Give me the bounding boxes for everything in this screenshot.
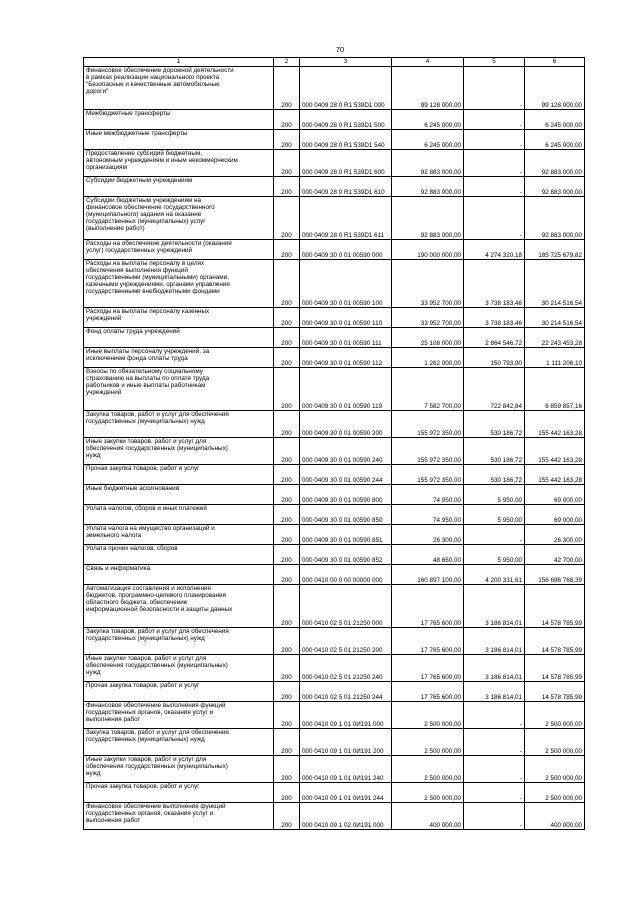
expense-name-cell bbox=[84, 260, 274, 308]
classification-code-cell: 000 0410 09 1 02 0И191 000 bbox=[300, 803, 392, 830]
executed-amount-cell: - bbox=[464, 729, 525, 756]
expense-name-cell bbox=[84, 240, 274, 260]
expense-name-line: Автоматизация составления и исполнения bbox=[86, 585, 211, 592]
expense-name-line: Прочая закупка товаров, работ и услуг bbox=[86, 465, 200, 472]
classification-code-cell: 000 0409 28 0 R1 539D1 600 bbox=[300, 150, 392, 177]
executed-amount-cell: 5 950,00 bbox=[464, 485, 525, 505]
approved-amount-cell: 99 128 000,00 bbox=[392, 67, 464, 110]
budget-execution-table bbox=[83, 57, 585, 830]
admin-code-cell: 200 bbox=[274, 348, 300, 368]
remaining-amount-cell: 14 578 785,99 bbox=[525, 682, 585, 702]
column-number-row bbox=[84, 58, 585, 67]
executed-amount-cell: 3 738 183,46 bbox=[464, 308, 525, 328]
admin-code-cell: 200 bbox=[274, 110, 300, 130]
executed-amount-cell: - bbox=[464, 756, 525, 783]
column-number: 1 bbox=[84, 58, 274, 67]
approved-amount-cell: 74 950,00 bbox=[392, 485, 464, 505]
expense-name-line: обеспечения государственных (муниципальных) bbox=[86, 763, 228, 771]
expense-name-line: информационной безопасности и защиты данных bbox=[86, 606, 233, 614]
expense-name-line: выполнения работ bbox=[86, 817, 141, 825]
expense-name-cell bbox=[84, 177, 274, 197]
remaining-amount-cell: 6 859 857,16 bbox=[525, 368, 585, 411]
table-row bbox=[84, 702, 585, 729]
expense-name-line: Связь и информатика bbox=[86, 565, 151, 572]
expense-name-line: дороги" bbox=[86, 88, 109, 96]
table-row bbox=[84, 110, 585, 130]
executed-amount-cell: 3 738 183,46 bbox=[464, 260, 525, 308]
expense-name-line: Закупка товаров, работ и услуг для обеспечения bbox=[86, 729, 229, 736]
admin-code-cell: 200 bbox=[274, 525, 300, 545]
admin-code-cell: 200 bbox=[274, 308, 300, 328]
table-row bbox=[84, 177, 585, 197]
approved-amount-cell: 92 883 000,00 bbox=[392, 150, 464, 177]
executed-amount-cell: - bbox=[464, 197, 525, 240]
classification-code-cell: 000 0410 09 1 01 0И191 000 bbox=[300, 702, 392, 729]
expense-name-cell bbox=[84, 465, 274, 485]
classification-code-cell: 000 0410 02 5 01 21250 000 bbox=[300, 585, 392, 628]
admin-code-cell: 200 bbox=[274, 150, 300, 177]
expense-name-cell bbox=[84, 729, 274, 756]
expense-name-line: Иные закупки товаров, работ и услуг для bbox=[86, 756, 207, 763]
expense-name-line: "Безопасные и качественные автомобильные bbox=[86, 81, 220, 89]
classification-code-cell: 000 0409 30 0 01 00590 111 bbox=[300, 328, 392, 348]
approved-amount-cell: 6 245 000,00 bbox=[392, 110, 464, 130]
approved-amount-cell: 33 952 700,00 bbox=[392, 308, 464, 328]
executed-amount-cell: - bbox=[464, 67, 525, 110]
table-row bbox=[84, 465, 585, 485]
expense-name-line: Расходы на обеспечение деятельности (оказание bbox=[86, 240, 232, 247]
executed-amount-cell: 530 186,72 bbox=[464, 465, 525, 485]
classification-code-cell: 000 0409 30 0 01 00590 851 bbox=[300, 525, 392, 545]
remaining-amount-cell: 155 442 163,28 bbox=[525, 465, 585, 485]
executed-amount-cell: - bbox=[464, 110, 525, 130]
expense-name-line: нужд bbox=[86, 770, 101, 778]
table-row bbox=[84, 565, 585, 585]
remaining-amount-cell: 2 500 000,00 bbox=[525, 729, 585, 756]
expense-name-line: Расходы на выплаты персоналу казенных bbox=[86, 308, 210, 315]
expense-name-line: Субсидии бюджетным учреждениям bbox=[86, 177, 193, 184]
expense-name-line: Иные межбюджетные трансферты bbox=[86, 130, 188, 137]
remaining-amount-cell: 30 214 516,54 bbox=[525, 260, 585, 308]
remaining-amount-cell: 42 700,00 bbox=[525, 545, 585, 565]
expense-name-line: обеспечения государственных (муниципальных) bbox=[86, 662, 228, 670]
classification-code-cell: 000 0409 28 0 R1 539D1 500 bbox=[300, 110, 392, 130]
approved-amount-cell: 155 972 350,00 bbox=[392, 465, 464, 485]
table-row bbox=[84, 67, 585, 110]
approved-amount-cell: 26 300,00 bbox=[392, 525, 464, 545]
expense-name-line: (выполнение работ) bbox=[86, 225, 145, 233]
expense-name-cell bbox=[84, 110, 274, 130]
classification-code-cell: 000 0410 09 1 01 0И191 240 bbox=[300, 756, 392, 783]
expense-name-cell bbox=[84, 505, 274, 525]
expense-name-cell bbox=[84, 438, 274, 465]
expense-name-cell bbox=[84, 545, 274, 565]
expense-name-line: Взносы по обязательному социальному bbox=[86, 368, 203, 375]
admin-code-cell: 200 bbox=[274, 197, 300, 240]
classification-code-cell: 000 0409 30 0 01 00590 000 bbox=[300, 240, 392, 260]
approved-amount-cell: 155 972 350,00 bbox=[392, 438, 464, 465]
expense-name-line: Предоставление субсидий бюджетным, bbox=[86, 150, 203, 157]
table-row bbox=[84, 729, 585, 756]
admin-code-cell: 200 bbox=[274, 756, 300, 783]
expense-name-line: Иные выплаты персоналу учреждений, за bbox=[86, 348, 210, 355]
executed-amount-cell: 3 186 814,01 bbox=[464, 655, 525, 682]
admin-code-cell: 200 bbox=[274, 565, 300, 585]
remaining-amount-cell: 92 883 000,00 bbox=[525, 177, 585, 197]
admin-code-cell: 200 bbox=[274, 260, 300, 308]
classification-code-cell: 000 0409 28 0 R1 539D1 610 bbox=[300, 177, 392, 197]
expense-name-line: исключением фонда оплаты труда bbox=[86, 355, 188, 363]
remaining-amount-cell: 22 243 453,28 bbox=[525, 328, 585, 348]
table-row bbox=[84, 368, 585, 411]
expense-name-line: Финансовое обеспечение выполнения функций bbox=[86, 803, 226, 810]
table-row bbox=[84, 130, 585, 150]
remaining-amount-cell: 14 578 785,99 bbox=[525, 628, 585, 655]
remaining-amount-cell: 2 500 000,00 bbox=[525, 783, 585, 803]
expense-name-line: земельного налога bbox=[86, 532, 142, 540]
executed-amount-cell: 5 950,00 bbox=[464, 505, 525, 525]
classification-code-cell: 000 0410 02 5 01 21250 240 bbox=[300, 655, 392, 682]
approved-amount-cell: 33 952 700,00 bbox=[392, 260, 464, 308]
admin-code-cell: 200 bbox=[274, 485, 300, 505]
admin-code-cell: 200 bbox=[274, 177, 300, 197]
expense-name-line: нужд bbox=[86, 452, 101, 460]
approved-amount-cell: 92 883 000,00 bbox=[392, 197, 464, 240]
expense-name-line: Финансовое обеспечение выполнения функций bbox=[86, 702, 226, 709]
expense-name-line: Финансовое обеспечение дорожной деятельности bbox=[86, 67, 234, 74]
expense-name-cell bbox=[84, 682, 274, 702]
expense-name-line: Межбюджетные трансферты bbox=[86, 110, 171, 117]
table-row bbox=[84, 585, 585, 628]
expense-name-cell bbox=[84, 655, 274, 682]
table-row bbox=[84, 438, 585, 465]
column-number: 6 bbox=[525, 58, 585, 67]
expense-name-line: Уплата прочих налогов, сборов bbox=[86, 545, 178, 552]
column-number: 3 bbox=[300, 58, 392, 67]
classification-code-cell: 000 0409 30 0 01 00590 200 bbox=[300, 411, 392, 438]
remaining-amount-cell: 99 128 000,00 bbox=[525, 67, 585, 110]
expense-name-cell bbox=[84, 565, 274, 585]
admin-code-cell: 200 bbox=[274, 240, 300, 260]
table-row bbox=[84, 260, 585, 308]
remaining-amount-cell: 30 214 516,54 bbox=[525, 308, 585, 328]
table-row bbox=[84, 682, 585, 702]
executed-amount-cell: 3 186 814,01 bbox=[464, 682, 525, 702]
executed-amount-cell: - bbox=[464, 803, 525, 830]
column-number: 2 bbox=[274, 58, 300, 67]
executed-amount-cell: - bbox=[464, 783, 525, 803]
approved-amount-cell: 74 950,00 bbox=[392, 505, 464, 525]
expense-name-line: (муниципального) задания на оказание bbox=[86, 211, 202, 219]
remaining-amount-cell: 155 442 163,28 bbox=[525, 411, 585, 438]
expense-name-line: Субсидии бюджетным учреждениям на bbox=[86, 197, 201, 204]
table-row bbox=[84, 308, 585, 328]
admin-code-cell: 200 bbox=[274, 655, 300, 682]
remaining-amount-cell: 2 500 000,00 bbox=[525, 756, 585, 783]
remaining-amount-cell: 400 000,00 bbox=[525, 803, 585, 830]
expense-name-cell bbox=[84, 67, 274, 110]
classification-code-cell: 000 0410 09 1 01 0И191 244 bbox=[300, 783, 392, 803]
expense-name-line: Закупка товаров, работ и услуг для обеспечения bbox=[86, 411, 229, 418]
admin-code-cell: 200 bbox=[274, 465, 300, 485]
remaining-amount-cell: 156 696 768,39 bbox=[525, 565, 585, 585]
expense-name-line: Уплата налога на имущество организаций и bbox=[86, 525, 215, 532]
approved-amount-cell: 1 262 000,00 bbox=[392, 348, 464, 368]
approved-amount-cell: 2 500 000,00 bbox=[392, 756, 464, 783]
approved-amount-cell: 190 000 000,00 bbox=[392, 240, 464, 260]
executed-amount-cell: - bbox=[464, 525, 525, 545]
table-row bbox=[84, 505, 585, 525]
expense-name-line: Расходы на выплаты персоналу в целях bbox=[86, 260, 205, 267]
approved-amount-cell: 2 500 000,00 bbox=[392, 702, 464, 729]
table-row bbox=[84, 756, 585, 783]
approved-amount-cell: 17 765 600,00 bbox=[392, 628, 464, 655]
expense-name-cell bbox=[84, 756, 274, 783]
remaining-amount-cell: 69 000,00 bbox=[525, 505, 585, 525]
approved-amount-cell: 160 897 100,00 bbox=[392, 565, 464, 585]
executed-amount-cell: - bbox=[464, 150, 525, 177]
remaining-amount-cell: 185 725 679,82 bbox=[525, 240, 585, 260]
admin-code-cell: 200 bbox=[274, 783, 300, 803]
approved-amount-cell: 17 765 600,00 bbox=[392, 585, 464, 628]
expense-name-cell bbox=[84, 585, 274, 628]
expense-name-cell bbox=[84, 525, 274, 545]
classification-code-cell: 000 0409 30 0 01 00590 112 bbox=[300, 348, 392, 368]
expense-name-cell bbox=[84, 411, 274, 438]
approved-amount-cell: 2 500 000,00 bbox=[392, 729, 464, 756]
expense-name-line: обеспечения выполнения функций bbox=[86, 267, 188, 275]
executed-amount-cell: 530 186,72 bbox=[464, 438, 525, 465]
expense-name-cell bbox=[84, 368, 274, 411]
expense-name-line: казенными учреждениями, органами управления bbox=[86, 281, 230, 289]
approved-amount-cell: 6 245 000,00 bbox=[392, 130, 464, 150]
classification-code-cell: 000 0409 30 0 01 00590 244 bbox=[300, 465, 392, 485]
expense-name-cell bbox=[84, 308, 274, 328]
expense-name-line: в рамках реализации национального проекта bbox=[86, 74, 220, 82]
admin-code-cell: 200 bbox=[274, 130, 300, 150]
executed-amount-cell: 4 200 331,61 bbox=[464, 565, 525, 585]
executed-amount-cell: - bbox=[464, 702, 525, 729]
remaining-amount-cell: 6 245 000,00 bbox=[525, 130, 585, 150]
expense-name-line: областного бюджета, обеспечение bbox=[86, 599, 188, 607]
classification-code-cell: 000 0410 09 1 01 0И191 200 bbox=[300, 729, 392, 756]
expense-name-cell bbox=[84, 485, 274, 505]
admin-code-cell: 200 bbox=[274, 585, 300, 628]
executed-amount-cell: - bbox=[464, 177, 525, 197]
classification-code-cell: 000 0409 28 0 R1 539D1 611 bbox=[300, 197, 392, 240]
admin-code-cell: 200 bbox=[274, 411, 300, 438]
table-row bbox=[84, 783, 585, 803]
expense-name-cell bbox=[84, 783, 274, 803]
expense-name-cell bbox=[84, 130, 274, 150]
admin-code-cell: 200 bbox=[274, 729, 300, 756]
table-row bbox=[84, 411, 585, 438]
classification-code-cell: 000 0410 00 0 00 00000 000 bbox=[300, 565, 392, 585]
classification-code-cell: 000 0409 30 0 01 00590 852 bbox=[300, 545, 392, 565]
admin-code-cell: 200 bbox=[274, 628, 300, 655]
expense-name-line: выполнения работ bbox=[86, 716, 141, 724]
table-row bbox=[84, 328, 585, 348]
classification-code-cell: 000 0409 30 0 01 00590 850 bbox=[300, 505, 392, 525]
classification-code-cell: 000 0409 30 0 01 00590 240 bbox=[300, 438, 392, 465]
classification-code-cell: 000 0410 02 5 01 21250 244 bbox=[300, 682, 392, 702]
classification-code-cell: 000 0409 30 0 01 00590 100 bbox=[300, 260, 392, 308]
table-row bbox=[84, 197, 585, 240]
expense-name-line: государственными (муниципальными) органами, bbox=[86, 274, 229, 282]
remaining-amount-cell: 69 000,00 bbox=[525, 485, 585, 505]
expense-name-line: работников и иные выплаты работникам bbox=[86, 382, 206, 390]
approved-amount-cell: 48 650,00 bbox=[392, 545, 464, 565]
admin-code-cell: 200 bbox=[274, 702, 300, 729]
approved-amount-cell: 7 582 700,00 bbox=[392, 368, 464, 411]
expense-name-line: государственных (муниципальных) нужд bbox=[86, 635, 205, 643]
approved-amount-cell: 25 108 000,00 bbox=[392, 328, 464, 348]
expense-name-line: Прочая закупка товаров, работ и услуг bbox=[86, 682, 200, 689]
executed-amount-cell: 150 793,90 bbox=[464, 348, 525, 368]
approved-amount-cell: 400 000,00 bbox=[392, 803, 464, 830]
admin-code-cell: 200 bbox=[274, 803, 300, 830]
table-row bbox=[84, 150, 585, 177]
executed-amount-cell: 530 186,72 bbox=[464, 411, 525, 438]
expense-name-line: организациям bbox=[86, 164, 127, 172]
table-row bbox=[84, 240, 585, 260]
approved-amount-cell: 92 883 000,00 bbox=[392, 177, 464, 197]
executed-amount-cell: 4 274 320,18 bbox=[464, 240, 525, 260]
expense-name-line: учреждений bbox=[86, 389, 122, 397]
admin-code-cell: 200 bbox=[274, 545, 300, 565]
expense-name-line: автономным учреждениям и иным некоммерческим bbox=[86, 157, 238, 165]
remaining-amount-cell: 2 500 000,00 bbox=[525, 702, 585, 729]
remaining-amount-cell: 155 442 163,28 bbox=[525, 438, 585, 465]
column-number: 4 bbox=[392, 58, 464, 67]
classification-code-cell: 000 0409 28 0 R1 539D1 540 bbox=[300, 130, 392, 150]
admin-code-cell: 200 bbox=[274, 505, 300, 525]
table-row bbox=[84, 348, 585, 368]
approved-amount-cell: 17 765 600,00 bbox=[392, 682, 464, 702]
expense-name-cell bbox=[84, 150, 274, 177]
remaining-amount-cell: 26 300,00 bbox=[525, 525, 585, 545]
expense-name-line: Фонд оплаты труда учреждений bbox=[86, 328, 180, 335]
page-number: 70 bbox=[335, 45, 345, 54]
expense-name-cell bbox=[84, 348, 274, 368]
classification-code-cell: 000 0409 28 0 R1 539D1 000 bbox=[300, 67, 392, 110]
admin-code-cell: 200 bbox=[274, 682, 300, 702]
expense-name-cell bbox=[84, 328, 274, 348]
expense-name-cell bbox=[84, 702, 274, 729]
expense-name-line: государственными внебюджетными фондами bbox=[86, 288, 220, 296]
column-number: 5 bbox=[464, 58, 525, 67]
expense-name-line: Иные закупки товаров, работ и услуг для bbox=[86, 655, 207, 662]
table-row bbox=[84, 803, 585, 830]
expense-name-cell bbox=[84, 197, 274, 240]
expense-name-line: услуг) государственных учреждений bbox=[86, 247, 193, 255]
admin-code-cell: 200 bbox=[274, 328, 300, 348]
admin-code-cell: 200 bbox=[274, 368, 300, 411]
remaining-amount-cell: 14 578 785,99 bbox=[525, 585, 585, 628]
remaining-amount-cell: 6 245 000,00 bbox=[525, 110, 585, 130]
admin-code-cell: 200 bbox=[274, 438, 300, 465]
executed-amount-cell: 3 186 814,01 bbox=[464, 585, 525, 628]
expense-name-line: нужд bbox=[86, 669, 101, 677]
admin-code-cell: 200 bbox=[274, 67, 300, 110]
remaining-amount-cell: 1 111 206,10 bbox=[525, 348, 585, 368]
expense-name-line: государственных (муниципальных) услуг bbox=[86, 218, 206, 226]
expense-name-line: обеспечения государственных (муниципальных) bbox=[86, 445, 228, 453]
classification-code-cell: 000 0410 02 5 01 21250 200 bbox=[300, 628, 392, 655]
executed-amount-cell: 3 186 814,01 bbox=[464, 628, 525, 655]
table-row bbox=[84, 525, 585, 545]
approved-amount-cell: 2 500 000,00 bbox=[392, 783, 464, 803]
classification-code-cell: 000 0409 30 0 01 00590 119 bbox=[300, 368, 392, 411]
expense-name-cell bbox=[84, 628, 274, 655]
expense-name-line: Иные закупки товаров, работ и услуг для bbox=[86, 438, 207, 445]
remaining-amount-cell: 92 883 000,00 bbox=[525, 197, 585, 240]
table-row bbox=[84, 628, 585, 655]
expense-name-line: Иные бюджетные ассигнования bbox=[86, 485, 180, 492]
expense-name-line: Уплата налогов, сборов и иных платежей bbox=[86, 505, 207, 512]
classification-code-cell: 000 0409 30 0 01 00590 800 bbox=[300, 485, 392, 505]
expense-name-line: государственных (муниципальных) нужд bbox=[86, 418, 205, 426]
expense-name-line: Закупка товаров, работ и услуг для обеспечения bbox=[86, 628, 229, 635]
table-row bbox=[84, 655, 585, 682]
remaining-amount-cell: 92 883 000,00 bbox=[525, 150, 585, 177]
expense-name-line: учреждений bbox=[86, 315, 122, 323]
expense-name-line: государственных органов, оказания услуг и bbox=[86, 810, 214, 818]
executed-amount-cell: 722 842,84 bbox=[464, 368, 525, 411]
expense-name-line: бюджетов, программно-целевого планирования bbox=[86, 592, 226, 600]
expense-name-line: финансовое обеспечение государственного bbox=[86, 204, 215, 212]
expense-name-line: Прочая закупка товаров, работ и услуг bbox=[86, 783, 200, 790]
approved-amount-cell: 155 972 350,00 bbox=[392, 411, 464, 438]
table-row bbox=[84, 485, 585, 505]
classification-code-cell: 000 0409 30 0 01 00590 110 bbox=[300, 308, 392, 328]
expense-name-line: государственных органов, оказания услуг и bbox=[86, 709, 214, 717]
table-row bbox=[84, 545, 585, 565]
executed-amount-cell: - bbox=[464, 130, 525, 150]
table-body bbox=[84, 67, 585, 830]
executed-amount-cell: 2 864 546,72 bbox=[464, 328, 525, 348]
expense-name-line: государственных (муниципальных) нужд bbox=[86, 736, 205, 744]
expense-name-line: страхованию на выплаты по оплате труда bbox=[86, 375, 210, 383]
remaining-amount-cell: 14 578 785,99 bbox=[525, 655, 585, 682]
executed-amount-cell: 5 950,00 bbox=[464, 545, 525, 565]
approved-amount-cell: 17 765 600,00 bbox=[392, 655, 464, 682]
expense-name-cell bbox=[84, 803, 274, 830]
